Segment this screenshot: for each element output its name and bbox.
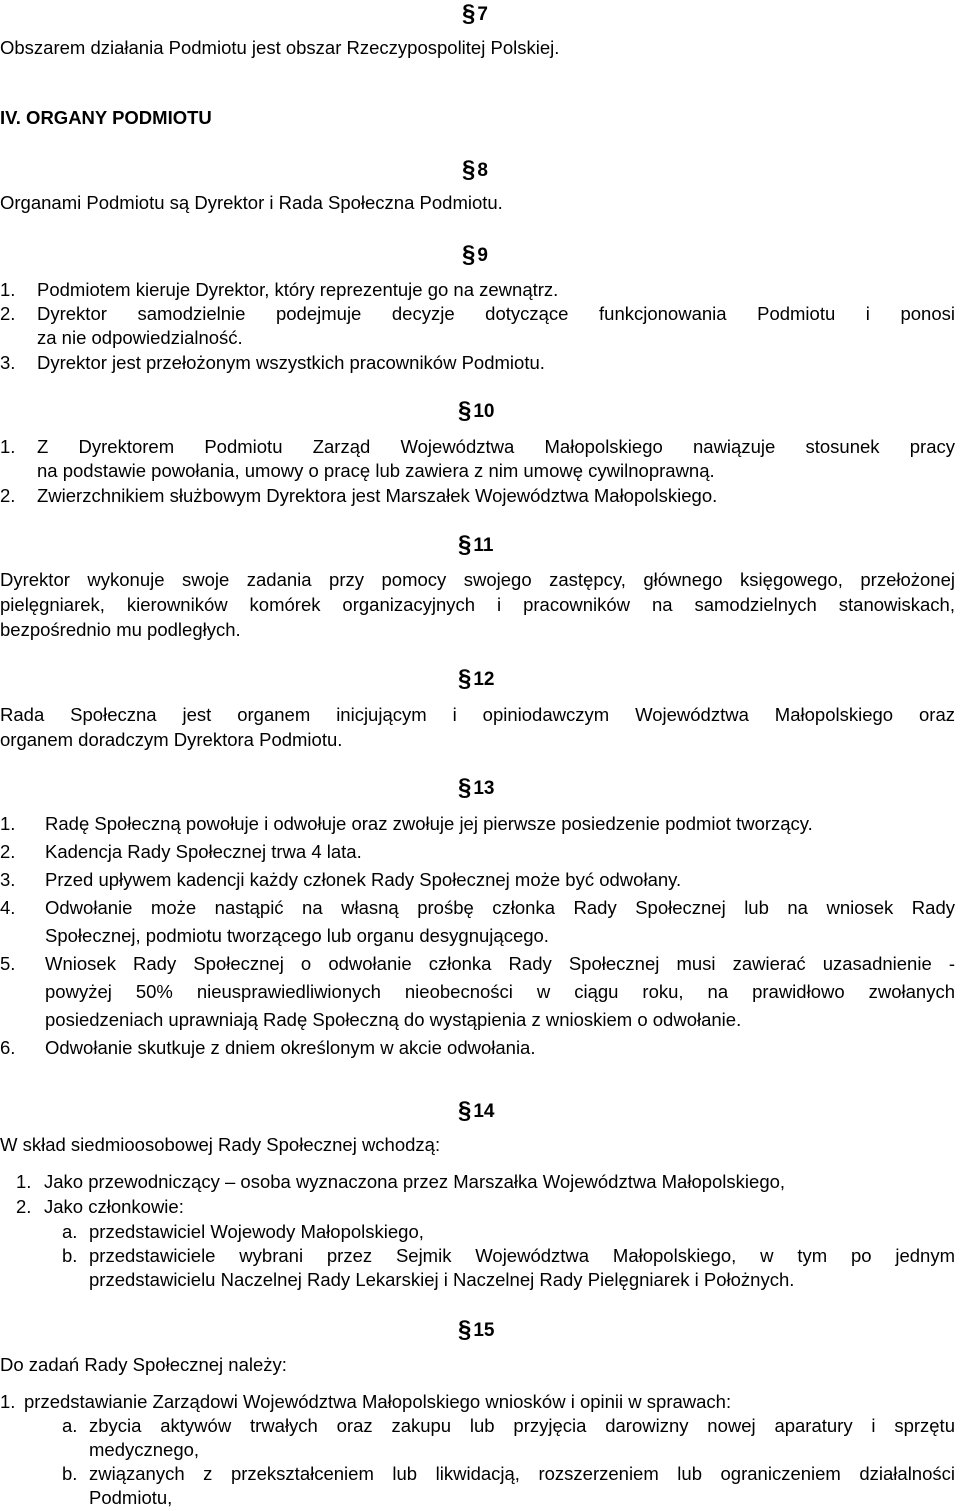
list-item-text: Dyrektor jest przełożonym wszystkich pracowników Podmiotu.	[37, 352, 545, 373]
paragraph-line: bezpośrednio mu podległych.	[0, 619, 241, 640]
section-15-heading: § 15	[458, 1316, 495, 1343]
list-item: 5.	[0, 953, 16, 974]
list-item-text: powyżej 50% nieusprawiedliwionych nieobecności w ciągu roku, na prawidłowo zwołanych	[45, 981, 955, 1002]
list-item: 2.	[0, 303, 16, 324]
list-item-text: Jako przewodniczący – osoba wyznaczona przez Marszałka Województwa Małopolskiego,	[44, 1171, 786, 1192]
list-item-text: Wniosek Rady Społecznej o odwołanie członka Rady Społecznej musi zawierać uzasadnienie -	[45, 953, 955, 974]
sub-item-text: zbycia aktywów trwałych oraz zakupu lub przyjęcia darowizny nowej aparatury i sprzętu	[89, 1415, 955, 1436]
sub-item-text: przedstawiciel Wojewody Małopolskiego,	[89, 1221, 424, 1242]
paragraph-line: organem doradczym Dyrektora Podmiotu.	[0, 729, 343, 750]
list-item: 1.	[0, 436, 16, 457]
list-item: 2.	[0, 485, 16, 506]
list-item-text: Z Dyrektorem Podmiotu Zarząd Województwa Małopolskiego nawiązuje stosunek pracy	[37, 436, 955, 457]
section-12-heading: § 12	[458, 665, 495, 692]
sub-item-text: przedstawiciele wybrani przez Sejmik Województwa Małopolskiego, w tym po jednym	[89, 1245, 955, 1266]
list-item: 2.	[16, 1196, 32, 1217]
list-item: 4.	[0, 897, 16, 918]
list-item: 1.	[0, 279, 16, 300]
list-item-text: na podstawie powołania, umowy o pracę lub zawiera z nim umowę cywilnoprawną.	[37, 460, 715, 481]
sub-item-text: medycznego,	[89, 1439, 200, 1460]
list-item-text: Jako członkowie:	[44, 1196, 184, 1217]
list-item-text: Kadencja Rady Społecznej trwa 4 lata.	[45, 841, 362, 862]
sub-item: b.	[62, 1245, 78, 1266]
list-item-text: Odwołanie może nastąpić na własną prośbę członka Rady Społecznej lub na wniosek Rady	[45, 897, 955, 918]
list-item: 6.	[0, 1037, 16, 1058]
list-item: 2.	[0, 841, 16, 862]
section-8-heading: § 8	[462, 156, 488, 183]
list-item-text: za nie odpowiedzialność.	[37, 327, 243, 348]
sub-item-text: przedstawicielu Naczelnej Rady Lekarskiej i Naczelnej Rady Pielęgniarek i Położnych.	[89, 1269, 795, 1290]
sub-item: a.	[62, 1415, 78, 1436]
list-item-text: Przed upływem kadencji każdy członek Rady Społecznej może być odwołany.	[45, 869, 682, 890]
section-9-heading: § 9	[462, 241, 488, 268]
sub-item: a.	[62, 1221, 78, 1242]
section-11-heading: § 11	[458, 531, 494, 558]
paragraph-line: Rada Społeczna jest organem inicjującym i opiniodawczym Województwa Małopolskiego oraz	[0, 704, 955, 725]
list-item-text: Podmiotem kieruje Dyrektor, który reprezentuje go na zewnątrz.	[37, 279, 559, 300]
section-14-heading: § 14	[458, 1097, 495, 1124]
paragraph-line: Dyrektor wykonuje swoje zadania przy pomocy swojego zastępcy, głównego księgowego, przełożonej	[0, 569, 955, 590]
list-item-text: Zwierzchnikiem służbowym Dyrektora jest Marszałek Województwa Małopolskiego.	[37, 485, 718, 506]
list-item: 1.	[0, 813, 16, 834]
sub-item: b.	[62, 1463, 78, 1484]
section-8-text: Organami Podmiotu są Dyrektor i Rada Społeczna Podmiotu.	[0, 192, 503, 213]
list-item-text: Społecznej, podmiotu tworzącego lub organu desygnującego.	[45, 925, 549, 946]
section-15-intro: Do zadań Rady Społecznej należy:	[0, 1354, 287, 1375]
list-item: 1.	[16, 1171, 32, 1192]
list-item-text: Odwołanie skutkuje z dniem określonym w akcie odwołania.	[45, 1037, 536, 1058]
section-14-intro: W skład siedmioosobowej Rady Społecznej wchodzą:	[0, 1134, 441, 1155]
section-13-heading: § 13	[458, 774, 495, 801]
sub-item-text: związanych z przekształceniem lub likwidacją, rozszerzeniem lub ograniczeniem działalności	[89, 1463, 955, 1484]
paragraph-line: pielęgniarek, kierowników komórek organizacyjnych i pracowników na samodzielnych stanowiskach,	[0, 594, 955, 615]
list-item-text: Radę Społeczną powołuje i odwołuje oraz zwołuje jej pierwsze posiedzenie podmiot tworzący.	[45, 813, 813, 834]
section-7-text: Obszarem działania Podmiotu jest obszar Rzeczypospolitej Polskiej.	[0, 37, 560, 58]
sub-item-text: Podmiotu,	[89, 1487, 173, 1508]
list-item: 3.	[0, 352, 16, 373]
list-item-text: posiedzeniach uprawniają Radę Społeczną do wystąpienia z wnioskiem o odwołanie.	[45, 1009, 742, 1030]
section-10-heading: § 10	[458, 397, 495, 424]
chapter-heading: IV. ORGANY PODMIOTU	[0, 107, 212, 128]
section-7-heading: § 7	[462, 0, 488, 27]
list-item: 1.	[0, 1391, 16, 1412]
list-item-text: przedstawianie Zarządowi Województwa Małopolskiego wniosków i opinii w sprawach:	[24, 1391, 732, 1412]
list-item: 3.	[0, 869, 16, 890]
list-item-text: Dyrektor samodzielnie podejmuje decyzje dotyczące funkcjonowania Podmiotu i ponosi	[37, 303, 955, 324]
